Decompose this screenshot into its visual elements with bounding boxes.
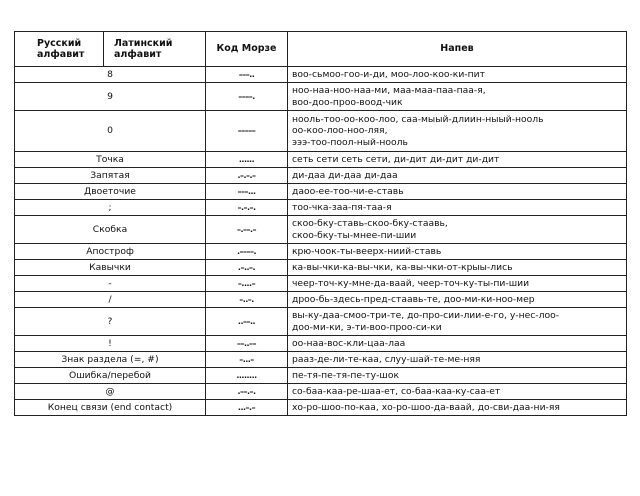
morse-cell: –....– [206,276,288,292]
chant-cell: нооль-тоо-оо-коо-лоо, саа-мыый-длиин-ныый-нооль оо-коо-лоо-ноо-ляя, эээ-тоо-поол-ный-нооль [288,111,627,152]
symbol-cell: ? [15,308,206,336]
symbol-cell: Конец связи (end contact) [15,400,206,416]
morse-cell: ––––– [206,111,288,152]
symbol-cell: Скобка [15,216,206,244]
table-row [15,260,627,276]
morse-cell: –..–. [206,292,288,308]
morse-cell: ........ [206,368,288,384]
symbol-cell: / [15,292,206,308]
chant-cell: рааз-де-ли-те-каа, слуу-шай-те-ме-няя [288,352,627,368]
chant-cell: тоо-чка-заа-пя-таа-я [288,200,627,216]
morse-code-table [14,31,627,416]
morse-cell: ..––.. [206,308,288,336]
chant-cell: оо-наа-вос-кли-цаа-лаа [288,336,627,352]
chant-cell: сеть сети сеть сети, ди-дит ди-дит ди-дит [288,152,627,168]
table-row [15,292,627,308]
symbol-cell: Точка [15,152,206,168]
chant-cell: дроо-бь-здесь-пред-стаавь-те, доо-ми-ки-ноо-мер [288,292,627,308]
table-row [15,67,627,83]
symbol-cell: ! [15,336,206,352]
chant-cell: ди-даа ди-даа ди-даа [288,168,627,184]
symbol-cell: @ [15,384,206,400]
table-row [15,200,627,216]
header-russian-alphabet: Русский алфавит [15,32,104,67]
chant-cell: крю-чоок-ты-веерх-ниий-ставь [288,244,627,260]
chant-cell: пе-тя-пе-тя-пе-ту-шок [288,368,627,384]
morse-cell: .–.–.– [206,168,288,184]
table-row [15,152,627,168]
table-row [15,168,627,184]
symbol-cell: ; [15,200,206,216]
chant-cell: даоо-ее-тоо-чи-е-ставь [288,184,627,200]
table-row [15,400,627,416]
morse-cell: ...... [206,152,288,168]
symbol-cell: Знак раздела (=, #) [15,352,206,368]
morse-cell: –––.. [206,67,288,83]
chant-cell: вы-ку-даа-смоо-три-те, до-про-сии-лии-е-го, у-нес-лоо- доо-ми-ки, э-ти-воо-проо-си-ки [288,308,627,336]
table-row [15,216,627,244]
chant-cell: ка-вы-чки-ка-вы-чки, ка-вы-чки-от-крыы-лись [288,260,627,276]
symbol-cell: - [15,276,206,292]
symbol-cell: Запятая [15,168,206,184]
chant-cell: скоо-бку-ставь-скоо-бку-стаавь, скоо-бку-ты-мнее-пи-шии [288,216,627,244]
table-row [15,336,627,352]
header-latin-alphabet: Латинский алфавит [104,32,206,67]
table-row [15,184,627,200]
morse-cell: .–..–. [206,260,288,276]
chant-cell: хо-ро-шоо-по-каа, хо-ро-шоо-да-ваай, до-сви-даа-ни-яя [288,400,627,416]
morse-cell: –.––.– [206,216,288,244]
morse-cell: –––... [206,184,288,200]
morse-cell: –...– [206,352,288,368]
table-row [15,368,627,384]
chant-cell: ноо-наа-ноо-наа-ми, маа-маа-паа-паа-я, воо-доо-проо-воод-чик [288,83,627,111]
table-body [15,67,627,416]
morse-cell: ...–.– [206,400,288,416]
header-chant: Напев [288,32,627,67]
table-row [15,111,627,152]
symbol-cell: 0 [15,111,206,152]
morse-table-container [14,31,626,416]
morse-cell: .––.–. [206,384,288,400]
symbol-cell: Кавычки [15,260,206,276]
symbol-cell: Ошибка/перебой [15,368,206,384]
table-row [15,308,627,336]
symbol-cell: 9 [15,83,206,111]
chant-cell: воо-сьмоо-гоо-и-ди, моо-лоо-коо-ки-пит [288,67,627,83]
chant-cell: чеер-точ-ку-мне-да-ваай, чеер-точ-ку-ты-пи-шии [288,276,627,292]
table-row [15,384,627,400]
symbol-cell: 8 [15,67,206,83]
chant-cell: со-баа-каа-ре-шаа-ет, со-баа-каа-ку-саа-ет [288,384,627,400]
morse-cell: –.–.–. [206,200,288,216]
morse-cell: ––––. [206,83,288,111]
symbol-cell: Двоеточие [15,184,206,200]
morse-cell: .––––. [206,244,288,260]
header-morse-code: Код Морзе [206,32,288,67]
table-row [15,244,627,260]
table-header-row [15,32,627,67]
table-row [15,352,627,368]
table-row [15,276,627,292]
morse-cell: ––..–– [206,336,288,352]
table-row [15,83,627,111]
symbol-cell: Апостроф [15,244,206,260]
